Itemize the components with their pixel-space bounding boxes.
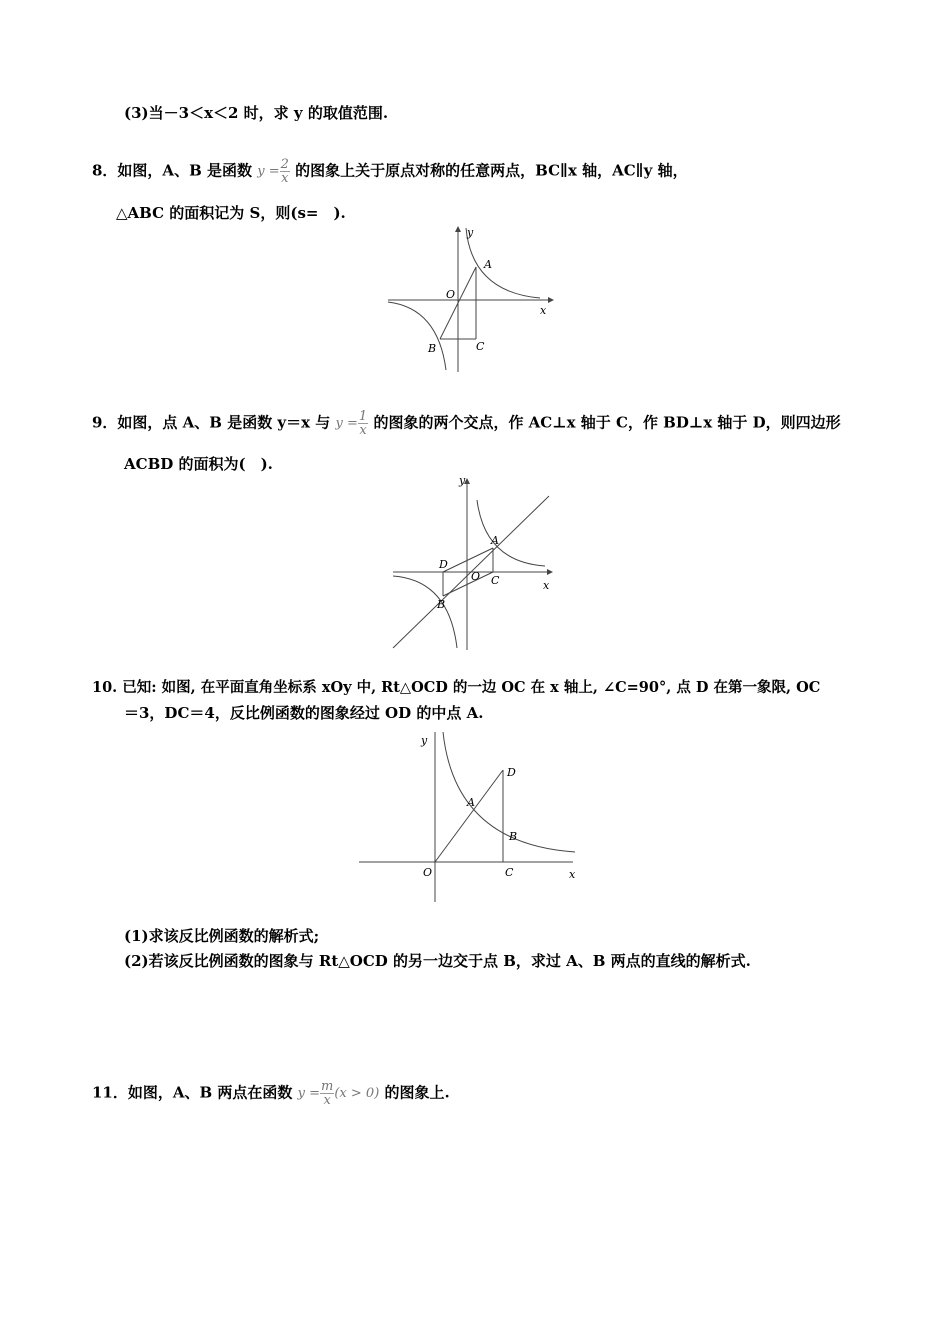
q8-label-y: y — [467, 226, 474, 239]
q10-label-C: C — [505, 866, 514, 879]
q9-label-O: O — [471, 570, 481, 583]
q11-formula-lhs: y = — [297, 1086, 321, 1101]
q8-label-C: C — [476, 340, 485, 353]
q11-statement — [92, 1080, 450, 1107]
q9-label-D: D — [439, 558, 448, 571]
q9-lead: 9．如图，点 A、B 是函数 y＝x 与 — [92, 413, 331, 432]
q10-label-x: x — [569, 868, 576, 881]
q8-formula-fraction: $\frac{2}{x}$ — [280, 157, 289, 186]
q8-x-arrow — [548, 297, 554, 303]
q8-curve-q1 — [466, 228, 540, 298]
q9-line2: ACBD 的面积为( ). — [124, 455, 273, 473]
q10-line-OD — [435, 770, 503, 862]
q8-lead: 8．如图，A、B 是函数 — [92, 161, 252, 180]
q9-line-DA — [443, 548, 493, 572]
q11-lead: 11．如图，A、B 两点在函数 — [92, 1083, 293, 1102]
q8-label-A: A — [484, 258, 492, 271]
q11-tail: 的图象上. — [384, 1083, 450, 1102]
q8-figure — [380, 222, 560, 377]
q10-label-y: y — [421, 734, 428, 747]
q9-label-C: C — [491, 574, 500, 587]
q9-figure — [385, 472, 560, 654]
q8-label-x: x — [540, 304, 547, 317]
q10-line2: ＝3，DC＝4，反比例函数的图象经过 OD 的中点 A. — [124, 704, 484, 722]
q10-line1: 10. 已知: 如图, 在平面直角坐标系 xOy 中, Rt△OCD 的一边 OC 在 x 轴上, ∠C=90°, 点 D 在第一象限, OC — [92, 679, 821, 696]
q9-label-A: A — [491, 534, 499, 547]
q10-label-D: D — [507, 766, 516, 779]
q8-y-arrow — [455, 226, 461, 232]
q10-label-B: B — [509, 830, 518, 843]
q10-figure — [355, 726, 585, 904]
q9-label-y: y — [459, 474, 466, 487]
q10-part1: (1)求该反比例函数的解析式; — [124, 927, 320, 945]
q9-label-x: x — [543, 579, 550, 592]
q8-curve-q3 — [388, 302, 446, 370]
q8-statement — [92, 158, 688, 185]
q10-label-O: O — [423, 866, 433, 879]
q9-statement — [92, 410, 841, 437]
q8-label-B: B — [428, 342, 437, 355]
q7-part3: (3)当－3＜x＜2 时，求 y 的取值范围. — [124, 104, 389, 122]
q11-formula-cond: (x > 0) — [334, 1086, 380, 1101]
q8-label-O: O — [446, 288, 456, 301]
q9-tail: 的图象的两个交点，作 AC⊥x 轴于 C，作 BD⊥x 轴于 D，则四边形 — [373, 413, 841, 432]
q8-formula-lhs: y = — [257, 164, 280, 179]
q10-label-A: A — [467, 796, 475, 809]
q10-part2: (2)若该反比例函数的图象与 Rt△OCD 的另一边交于点 B，求过 A、B 两点的直线的解析式. — [124, 952, 751, 970]
q9-formula-lhs: y = — [335, 416, 358, 431]
q9-label-B: B — [437, 598, 446, 611]
q9-x-arrow — [547, 569, 553, 575]
q9-formula-fraction: $\frac{1}{x}$ — [358, 409, 368, 438]
q8-line2: △ABC 的面积记为 S，则(s= ). — [116, 204, 346, 222]
q8-tail: 的图象上关于原点对称的任意两点，BC∥x 轴，AC∥y 轴， — [295, 161, 688, 180]
q9-curve-q3 — [393, 576, 457, 648]
q11-formula-fraction: $\frac{m}{x}$ — [321, 1079, 334, 1108]
